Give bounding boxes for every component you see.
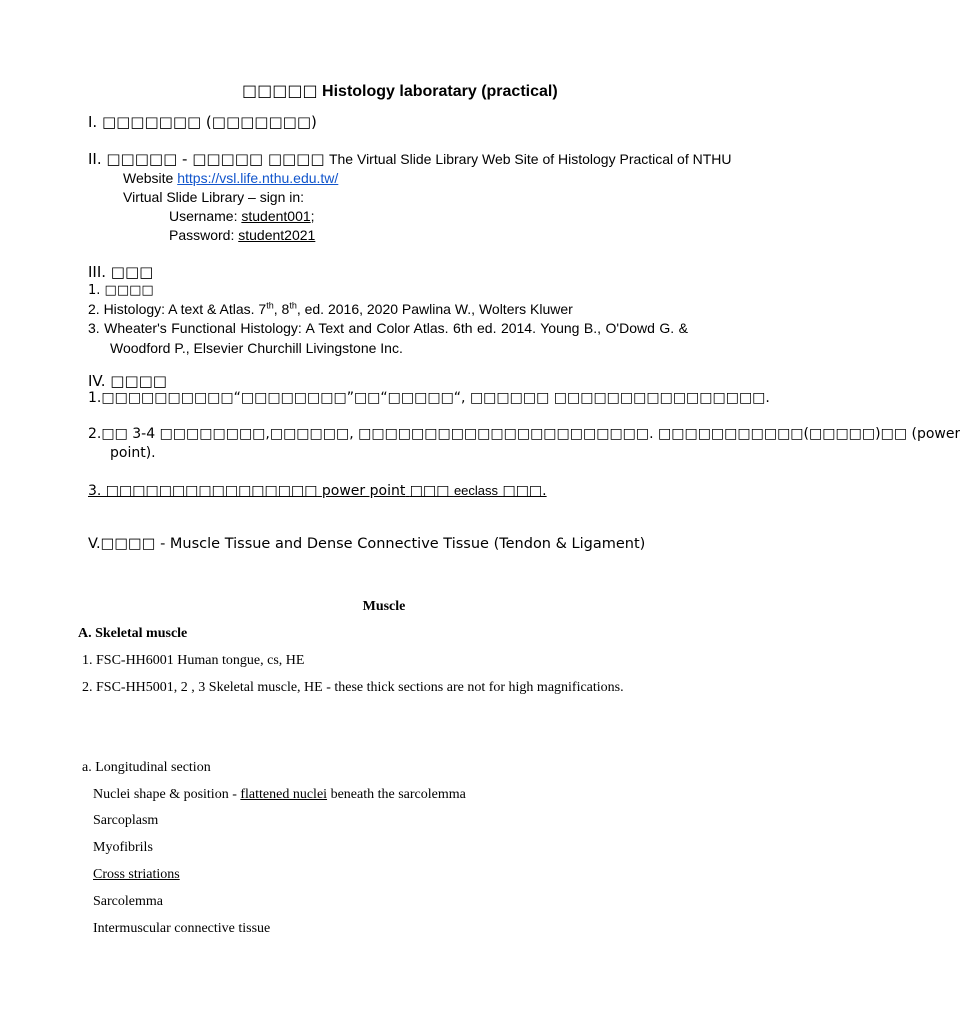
- reference-2: [88, 301, 573, 318]
- page-title-text: Histology laboratary (practical): [322, 83, 558, 100]
- slide-1: 1. FSC-HH6001 Human tongue, cs, HE: [82, 653, 305, 668]
- skeletal-muscle-heading: A. Skeletal muscle: [78, 626, 188, 641]
- nuclei-text-b: flattened nuclei: [240, 787, 328, 802]
- reference-3-line-2: Woodford P., Elsevier Churchill Livingstone Inc.: [110, 340, 403, 356]
- section-1-label: I. □□□□□□□ (□□□□□□□): [88, 113, 317, 131]
- instruction-3-text-d: eeclass: [453, 483, 499, 498]
- username-label: Username:: [169, 208, 238, 224]
- username-value: student001: [241, 208, 311, 224]
- page-title: [242, 81, 558, 101]
- reference-2-text-a: 2. Histology: A text & Atlas. 7: [88, 301, 267, 317]
- nuclei-line: [93, 787, 466, 804]
- password-value: student2021: [238, 227, 316, 243]
- instruction-3: [88, 481, 547, 500]
- reference-2-sup-2: th: [289, 300, 297, 311]
- reference-1: 1. □□□□: [88, 283, 154, 298]
- instruction-3-text-a: 3. □□□□□□□□□□□□□□□□: [88, 483, 318, 499]
- section-5-label: V.□□□□ - Muscle Tissue and Dense Connective Tissue (Tendon & Ligament): [88, 536, 646, 552]
- password-line: [169, 227, 315, 244]
- section-4-label: IV. □□□□: [88, 372, 167, 390]
- list-item-myofibrils: Myofibrils: [93, 840, 153, 855]
- website-link[interactable]: https://vsl.life.nthu.edu.tw/: [177, 170, 339, 186]
- nuclei-text-a: Nuclei shape & position -: [93, 787, 237, 802]
- reference-3-line-1: 3. Wheater's Functional Histology: A Text and Color Atlas. 6th ed. 2014. Young B., O'Dowd G. &: [88, 320, 688, 336]
- section-3-label: III. □□□: [88, 263, 154, 281]
- section-2-label: II. □□□□□ - □□□□□ □□□□: [88, 150, 325, 168]
- list-item-intermuscular-ct: Intermuscular connective tissue: [93, 921, 271, 936]
- muscle-heading: Muscle: [362, 599, 406, 614]
- list-item-sarcolemma: Sarcolemma: [93, 894, 163, 909]
- website-line: [123, 170, 338, 187]
- website-label: Website: [123, 170, 174, 186]
- instruction-3-text-e: □□□.: [502, 483, 547, 499]
- page-title-cjk: □□□□□: [242, 81, 318, 100]
- reference-2-sup-1: th: [266, 300, 274, 311]
- instruction-3-text-b: power point: [321, 483, 406, 499]
- instruction-3-text-c: □□□: [409, 483, 450, 499]
- list-item-cross-striations: Cross striations: [93, 867, 180, 882]
- section-2-text: The Virtual Slide Library Web Site of Histology Practical of NTHU: [328, 151, 732, 167]
- instruction-2-line-1: 2.□□ 3-4 □□□□□□□□,□□□□□□, □□□□□□□□□□□□□□□□□□□□□□. □□□□□□□□□□□(□□□□□)□□ (power: [88, 426, 960, 442]
- username-line: [169, 208, 315, 225]
- instruction-1: 1.□□□□□□□□□□“□□□□□□□□”□□“□□□□□“, □□□□□□ □□□□□□□□□□□□□□□□.: [88, 390, 770, 406]
- reference-2-text-b: , 8: [273, 301, 290, 317]
- password-label: Password:: [169, 227, 235, 243]
- username-suffix: ;: [310, 208, 315, 224]
- nuclei-text-c: beneath the sarcolemma: [330, 787, 466, 802]
- library-signin-label: Virtual Slide Library – sign in:: [123, 189, 305, 205]
- list-item-sarcoplasm: Sarcoplasm: [93, 813, 159, 828]
- reference-2-text-c: , ed. 2016, 2020 Pawlina W., Wolters Kluwer: [296, 301, 573, 317]
- instruction-2-line-2: point).: [110, 445, 156, 461]
- section-2-line: [88, 150, 732, 169]
- longitudinal-section: a. Longitudinal section: [82, 760, 211, 775]
- slide-2: 2. FSC-HH5001, 2 , 3 Skeletal muscle, HE - these thick sections are not for high magnifications.: [82, 680, 624, 695]
